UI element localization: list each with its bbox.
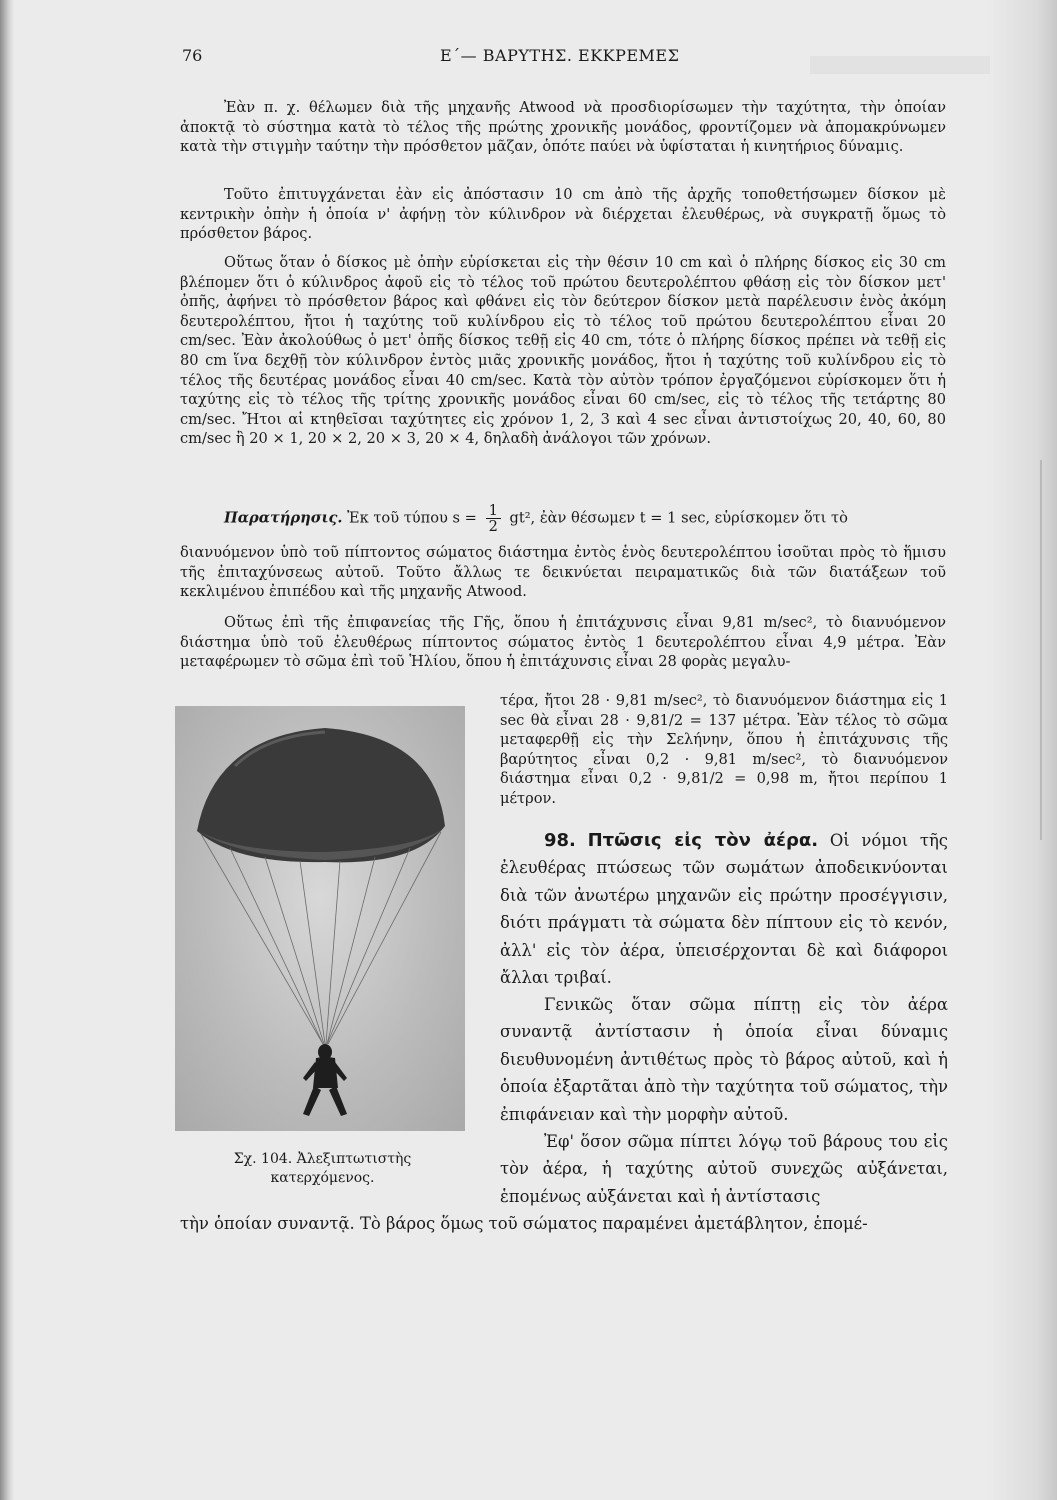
facing-page-shadow bbox=[987, 0, 1057, 1500]
suspension-lines bbox=[201, 832, 441, 1044]
parachute-canopy bbox=[197, 728, 445, 862]
paragraph-velocities: Οὕτως ὅταν ὁ δίσκος μὲ ὀπὴν εὑρίσκεται εἰς τὴν θέσιν 10 cm καὶ ὁ πλήρης δίσκος εἰς 30 cm βλέπομεν ὅτι ὁ κύλινδρος ἀφοῦ εἰς τὸ τέλος τοῦ πρώτου δευτερολέπτου φθάσῃ εἰς τὸν δίσκον μετ' ὀπῆς, ἀφήνει τὸ πρόσθετον βάρος καὶ φθάνει εἰς τὸν δεύτερον δίσκον μετὰ παρέλευσιν ἑνὸς ἀκόμη δευτερολέπτου, ἤτοι ἡ ταχύτης τοῦ κυλίνδρου εἰς τὸ τέλος τοῦ πρώτου δευτερολέπτου εἶναι 20 cm/sec. Ἐὰν ἀκολούθως ὁ μετ' ὀπῆς δίσκος τεθῇ εἰς 40 cm, τότε ὁ πλήρης δίσκος πρέπει νὰ τεθῇ εἰς 80 cm ἵνα δεχθῇ τὸν κύλινδρον ἐντὸς μιᾶς χρονικῆς μονάδος, ἤτοι ἡ ταχύτης τοῦ κυλίνδρου εἰς τὸ τέλος τῆς δευτέρας μονάδος εἶναι 40 cm/sec. Κατὰ τὸν αὐτὸν τρόπον ἐργαζόμενοι εὑρίσκομεν ὅτι ἡ ταχύτης εἰς τὸ τέλος τῆς τρίτης χρονικῆς μονάδος εἶναι 60 cm/sec, εἰς τὸ τέλος τῆς τετάρτης 80 cm/sec. Ἤτοι αἱ κτηθεῖσαι ταχύτητες εἰς χρόνον 1, 2, 3 καὶ 4 sec εἶναι ἀντιστοίχως 20, 40, 60, 80 cm/sec ἢ 20 × 1, 20 × 2, 20 × 3, 20 × 4, δηλαδὴ ἀνάλογοι τῶν χρόνων. bbox=[180, 254, 946, 448]
observation-text-post: gt², ἐὰν θέσωμεν t = 1 sec, εὑρίσκομεν ὅτι τὸ bbox=[509, 509, 848, 527]
paragraph-final-line: τὴν ὁποίαν συναντᾷ. Τὸ βάρος ὅμως τοῦ σώματος παραμένει ἀμετάβλητον, ἑπομέ- bbox=[180, 1214, 868, 1233]
parachutist-figure bbox=[303, 1044, 347, 1116]
figure-caption: Σχ. 104. Ἀλεξιπτωτιστὴς κατερχόμενος. bbox=[233, 1151, 412, 1186]
section-title: Πτῶσις εἰς τὸν ἀέρα. bbox=[587, 830, 819, 851]
fraction-denominator: 2 bbox=[488, 518, 498, 535]
paragraph-atwood-intro: Ἐὰν π. χ. θέλωμεν διὰ τῆς μηχανῆς Atwood νὰ προσδιορίσωμεν τὴν ταχύτητα, τὴν ὁποίαν ἀποκτᾷ τὸ σύστημα κατὰ τὸ τέλος τῆς πρώτης χρονικῆς μονάδος, φροντίζομεν νὰ ἀπομακρύνωμεν κατὰ τὴν στιγμὴν ταύτην τὴν πρόσθετον μᾶζαν, ὁπότε παύει νὰ ὑφίσταται ἡ κινητήριος δύναμις. bbox=[180, 99, 946, 156]
paragraph-air-resistance: Γενικῶς ὅταν σῶμα πίπτῃ εἰς τὸν ἀέρα συναντᾷ ἀντίστασιν ἡ ὁποία εἶναι δύναμις διευθυνομένη ἀντιθέτως πρὸς τὸ βάρος αὐτοῦ, καὶ ἡ ὁποία ἐξαρτᾶται ἀπὸ τὴν ταχύτητα τοῦ σώματος, τὴν ἐπιφάνειαν καὶ τὴν μορφὴν αὐτοῦ. bbox=[500, 995, 948, 1124]
paragraph-sun-moon: τέρα, ἤτοι 28 · 9,81 m/sec², τὸ διανυόμενον διάστημα εἰς 1 sec θὰ εἶναι 28 · 9,81/2 = 137 μέτρα. Ἐὰν τέλος τὸ σῶμα μεταφερθῇ εἰς τὴν Σελήνην, ὅπου ἡ ἐπιτάχυνσις τῆς βαρύτητος εἶναι 0,2 · 9,81 m/sec², τὸ διανυόμενον διάστημα εἶναι 0,2 · 9,81/2 = 0,98 m, ἤτοι περίπου 1 μέτρον. bbox=[500, 692, 948, 807]
book-binding-shadow bbox=[0, 0, 14, 1500]
running-title: Ε΄— ΒΑΡΥΤΗΣ. ΕΚΚΡΕΜΕΣ bbox=[440, 46, 680, 65]
page-number: 76 bbox=[182, 46, 203, 65]
observation-label: Παρατήρησις. bbox=[224, 509, 343, 527]
fraction-one-half bbox=[486, 503, 501, 534]
observation-text-pre: Ἐκ τοῦ τύπου s = bbox=[347, 509, 477, 527]
parachutist-photo bbox=[175, 706, 465, 1131]
parachutist-illustration bbox=[175, 706, 465, 1131]
page-edge-line bbox=[1040, 460, 1042, 840]
section-intro-text: Οἱ νόμοι τῆς ἐλευθέρας πτώσεως τῶν σωμάτων ἀποδεικνύονται διὰ τῶν ἀνωτέρω μηχανῶν εἰς πρώτην προσέγγισιν, διότι πράγματι τὰ σώματα δὲν πίπτουν εἰς τὸ κενόν, ἀλλ' εἰς τὸν ἀέρα, ὑπεισέρχονται δὲ καὶ διάφοροι ἄλλαι τριβαί. bbox=[500, 831, 948, 988]
section-number: 98. bbox=[544, 830, 576, 851]
observation-line bbox=[180, 503, 946, 541]
paragraph-disk-placement: Τοῦτο ἐπιτυγχάνεται ἐὰν εἰς ἀπόστασιν 10 cm ἀπὸ τῆς ἀρχῆς τοποθετήσωμεν δίσκον μὲ κεντρικὴν ὀπὴν ἡ ὁποία ν' ἀφήνῃ τὸν κύλινδρον νὰ διέρχεται ἐλευθέρως, νὰ συγκρατῇ ὅμως τὸ πρόσθετον βάρος. bbox=[180, 186, 946, 243]
paragraph-half-acceleration: διανυόμενον ὑπὸ τοῦ πίπτοντος σώματος διάστημα ἐντὸς ἑνὸς δευτερολέπτου ἰσοῦται πρὸς τὸ ἥμισυ τῆς ἐπιταχύνσεως αὐτοῦ. Τοῦτο ἄλλως τε δεικνύεται πειραματικῶς διὰ τῶν διατάξεων τοῦ κεκλιμένου ἐπιπέδου καὶ τῆς μηχανῆς Atwood. bbox=[180, 544, 946, 601]
paragraph-earth-sun: Οὕτως ἐπὶ τῆς ἐπιφανείας τῆς Γῆς, ὅπου ἡ ἐπιτάχυνσις εἶναι 9,81 m/sec², τὸ διανυόμενον διάστημα ὑπὸ τοῦ ἐλευθέρως πίπτοντος σώματος ἐντὸς 1 δευτερολέπτου εἶναι 4,9 μέτρα. Ἐὰν μεταφέρωμεν τὸ σῶμα ἐπὶ τοῦ Ἡλίου, ὅπου ἡ ἐπιτάχυνσις εἶναι 28 φορὰς μεγαλυ- bbox=[180, 614, 946, 671]
paragraph-falling-velocity: Ἐφ' ὅσον σῶμα πίπτει λόγῳ τοῦ βάρους του εἰς τὸν ἀέρα, ἡ ταχύτης αὐτοῦ συνεχῶς αὐξάνεται, ἑπομένως αὐξάνεται καὶ ἡ ἀντίστασις bbox=[500, 1132, 948, 1206]
fraction-numerator: 1 bbox=[486, 503, 501, 519]
section-98 bbox=[500, 827, 948, 991]
bleed-through-heading bbox=[810, 56, 990, 74]
